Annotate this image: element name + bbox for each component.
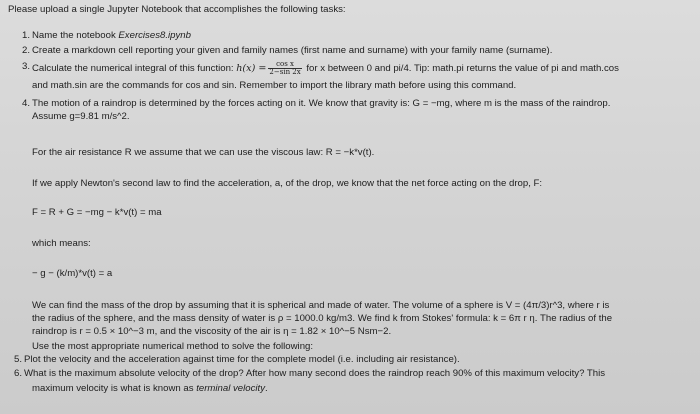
task-1 xyxy=(22,30,694,42)
mass-paragraph-line-4: Use the most appropriate numerical method to solve the following: xyxy=(32,341,314,352)
task-3-number: 3. xyxy=(22,61,31,72)
mass-paragraph-line-1: We can find the mass of the drop by assuming that it is spherical and made of water. The volume of a sphere is V = (4π/3)r^3, where r is xyxy=(32,300,610,311)
fraction-numerator: cos x xyxy=(268,61,301,69)
newton-paragraph: If we apply Newton's second law to find the acceleration, a, of the drop, we know that the net force acting on the drop, F: xyxy=(32,178,543,189)
task-3-line-2: and math.sin are the commands for cos and sin. Remember to import the library math before using this command. xyxy=(32,80,517,91)
task-6-line-2 xyxy=(32,383,692,395)
task-1-text: Name the notebook xyxy=(32,30,119,41)
task-2 xyxy=(22,45,694,57)
task-4-number: 4. xyxy=(22,98,31,109)
fraction-denominator: 2−sin 2x xyxy=(269,68,301,76)
task-4-line-1: The motion of a raindrop is determined by the forces acting on it. We know that gravity is: G = −mg, where m is the mass of the raindrop. xyxy=(32,98,611,109)
task-2-text: Create a markdown cell reporting your given and family names (first name and surname) with your family name (surname). xyxy=(32,45,553,56)
task-6-line-2-text: maximum velocity is what is known as xyxy=(32,383,197,394)
mass-paragraph-line-3: raindrop is r = 0.5 × 10^−3 m, and the viscosity of the air is η = 1.82 × 10^−5 Nsm−2. xyxy=(32,326,392,337)
task-1-filename: Exercises8.ipynb xyxy=(118,30,191,41)
terminal-velocity-term: terminal velocity xyxy=(196,383,265,394)
task-1-number: 1. xyxy=(22,30,31,41)
task-5-number: 5. xyxy=(14,354,23,365)
task-3-fraction xyxy=(268,61,301,76)
which-means-text: which means: xyxy=(32,238,91,249)
task-6-number: 6. xyxy=(14,368,23,379)
task-3 xyxy=(22,61,694,76)
task-3-function: h(x) = xyxy=(236,63,267,74)
intro-text: Please upload a single Jupyter Notebook that accomplishes the following tasks: xyxy=(8,4,346,15)
task-5 xyxy=(14,354,686,366)
task-6-line-2-end: . xyxy=(265,383,268,394)
acceleration-equation: − g − (k/m)*v(t) = a xyxy=(32,268,113,279)
task-4 xyxy=(22,98,694,110)
task-3-text: Calculate the numerical integral of this function: xyxy=(32,63,237,74)
task-6 xyxy=(14,368,686,380)
task-5-text: Plot the velocity and the acceleration against time for the complete model (i.e. including air resistance). xyxy=(24,354,460,365)
mass-paragraph-line-2: the radius of the sphere, and the mass density of water is ρ = 1000.0 kg/m3. We find k from Stokes' formula: k = 6π r η. The radius of the xyxy=(32,313,613,324)
task-6-line-1: What is the maximum absolute velocity of the drop? After how many second does the raindrop reach 90% of this maximum velocity? This xyxy=(24,368,606,379)
air-resistance-paragraph: For the air resistance R we assume that we can use the viscous law: R = −k*v(t). xyxy=(32,147,375,158)
force-equation: F = R + G = −mg − k*v(t) = ma xyxy=(32,207,162,218)
task-2-number: 2. xyxy=(22,45,31,56)
task-3-text-cont: for x between 0 and pi/4. Tip: math.pi returns the value of pi and math.cos xyxy=(303,63,619,74)
task-4-line-2: Assume g=9.81 m/s^2. xyxy=(32,111,130,122)
